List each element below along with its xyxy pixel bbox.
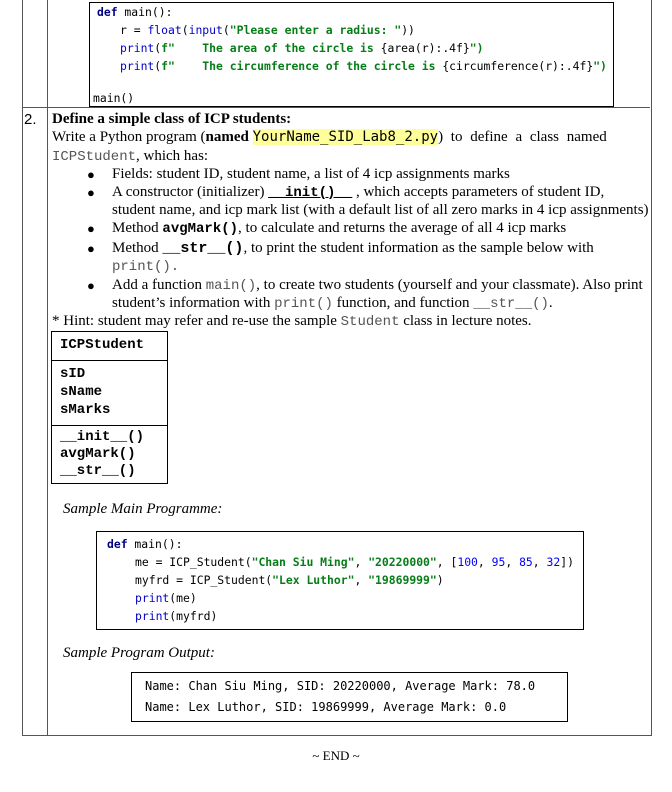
bullet-main: Add a function main(), to create two students (yourself and your classmate). Also print [112,277,643,294]
sample-output-box [131,672,568,722]
uml-separator [52,425,167,426]
bullet-dot: ● [87,167,95,182]
uml-field: sName [60,384,103,400]
uml-field: sMarks [60,402,111,418]
uml-method: __str__() [60,463,136,479]
uml-method: __init__() [60,429,145,445]
uml-method: avgMark() [60,446,136,462]
bullet-main-cont: student’s information with print() function, and function __str__(). [112,295,553,312]
code-line-3: print(f" The area of the circle is {area(r):.4f}") [120,41,484,55]
hint-line: * Hint: student may refer and re-use the sample Student class in lecture notes. [52,313,532,330]
end-marker: ~ END ~ [312,748,360,763]
code-line-3: myfrd = ICP_Student("Lex Luthor", "19869999") [135,573,444,587]
code-line-1: def main(): [107,537,183,551]
bullet-avgmark: Method avgMark(), to calculate and returns the average of all 4 icp marks [112,220,567,237]
bullet-dot: ● [87,278,95,293]
code-line-4: print(me) [135,591,197,605]
code-line-5: main() [93,91,135,105]
sample-main-heading: Sample Main Programme: [63,501,223,517]
bullet-constructor: A constructor (initializer) __init()__ , which accepts parameters of student ID, [112,184,605,201]
bullet-str: Method __str__(), to print the student information as the sample below with [112,240,594,257]
bullet-str-cont: print(). [112,259,180,275]
uml-separator [52,360,167,361]
bullet-constructor-cont: student name, and icp mark list (with a default list of all zero marks in 4 icp assignments) [112,202,649,218]
code-line-5: print(myfrd) [135,609,218,623]
question-title: Define a simple class of ICP students: [52,111,292,127]
uml-class-diagram [51,331,168,484]
filename-highlight: YourName_SID_Lab8_2.py [252,129,439,145]
bullet-dot: ● [87,241,95,256]
question-number: 2. [24,111,37,128]
previous-code-box [89,2,614,107]
code-line-4: print(f" The circumference of the circle is {circumference(r):.4f}") [120,59,607,73]
bullet-dot: ● [87,221,95,236]
intro-line-2: ICPStudent, which has: [52,148,209,165]
intro-line-1: Write a Python program (named YourName_SID_Lab8_2.py) to define a class named [52,129,607,145]
sample-main-code-box [96,531,584,630]
uml-field: sID [60,366,86,382]
uml-class-name: ICPStudent [60,337,145,353]
sample-output-heading: Sample Program Output: [63,645,215,661]
output-line-1: Name: Chan Siu Ming, SID: 20220000, Average Mark: 78.0 [145,679,536,693]
code-line-1: def main(): [97,5,173,19]
table-row-divider [22,107,650,108]
code-line-2: me = ICP_Student("Chan Siu Ming", "20220000", [100, 95, 85, 32]) [135,555,574,569]
bullet-fields: Fields: student ID, student name, a list of 4 icp assignments marks [112,166,510,182]
output-line-2: Name: Lex Luthor, SID: 19869999, Average Mark: 0.0 [145,700,507,714]
bullet-dot: ● [87,185,95,200]
code-line-2: r = float(input("Please enter a radius: ")) [120,23,415,37]
table-column-divider [47,0,48,735]
